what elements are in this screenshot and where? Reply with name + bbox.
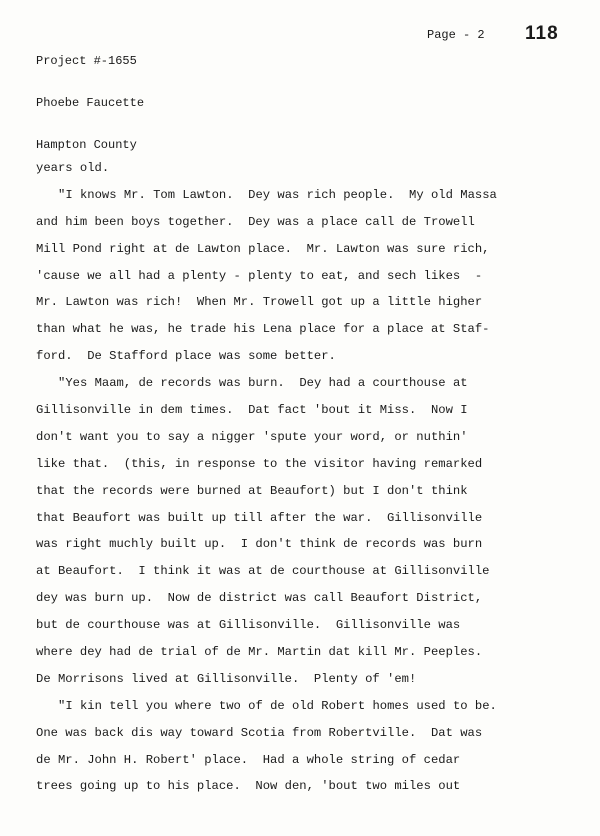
text-line: but de courthouse was at Gillisonville. Gillisonville was — [36, 618, 461, 633]
project-number: Project #-1655 — [36, 54, 137, 68]
text-line: trees going up to his place. Now den, 'bout two miles out — [36, 779, 461, 794]
text-line: like that. (this, in response to the visitor having remarked — [36, 456, 483, 471]
page-number: 118 — [525, 23, 559, 44]
text-line: de Mr. John H. Robert' place. Had a whole string of cedar — [36, 752, 461, 767]
text-line: One was back dis way toward Scotia from Robertville. Dat was — [36, 725, 483, 740]
text-line: years old. — [36, 161, 110, 175]
text-line: than what he was, he trade his Lena place for a place at Staf- — [36, 322, 490, 337]
text-line: dey was burn up. Now de district was call Beaufort District, — [36, 591, 483, 606]
text-line: and him been boys together. Dey was a place call de Trowell — [36, 214, 475, 229]
text-line: where dey had de trial of de Mr. Martin dat kill Mr. Peeples. — [36, 645, 483, 660]
text-line: Mill Pond right at de Lawton place. Mr. Lawton was sure rich, — [36, 241, 490, 256]
text-line: "I kin tell you where two of de old Robert homes used to be. — [58, 698, 497, 713]
text-line: "Yes Maam, de records was burn. Dey had a courthouse at — [58, 376, 468, 391]
page-label: Page - 2 — [427, 28, 485, 42]
text-line: Mr. Lawton was rich! When Mr. Trowell got up a little higher — [36, 295, 483, 310]
text-line: ford. De Stafford place was some better. — [36, 349, 336, 364]
text-line: don't want you to say a nigger 'spute your word, or nuthin' — [36, 429, 468, 444]
text-line: at Beaufort. I think it was at de courthouse at Gillisonville — [36, 564, 490, 579]
text-line: De Morrisons lived at Gillisonville. Plenty of 'em! — [36, 671, 417, 686]
text-line: "I knows Mr. Tom Lawton. Dey was rich people. My old Massa — [58, 187, 497, 202]
county-name: Hampton County — [36, 138, 137, 152]
body-text — [36, 155, 586, 800]
text-line: Gillisonville in dem times. Dat fact 'bout it Miss. Now I — [36, 403, 468, 418]
informant-name: Phoebe Faucette — [36, 96, 145, 110]
text-line: was right muchly built up. I don't think de records was burn — [36, 537, 483, 552]
text-line: that the records were burned at Beaufort) but I don't think — [36, 483, 468, 498]
text-line: 'cause we all had a plenty - plenty to eat, and sech likes - — [36, 268, 483, 283]
text-line: that Beaufort was built up till after the war. Gillisonville — [36, 510, 483, 525]
